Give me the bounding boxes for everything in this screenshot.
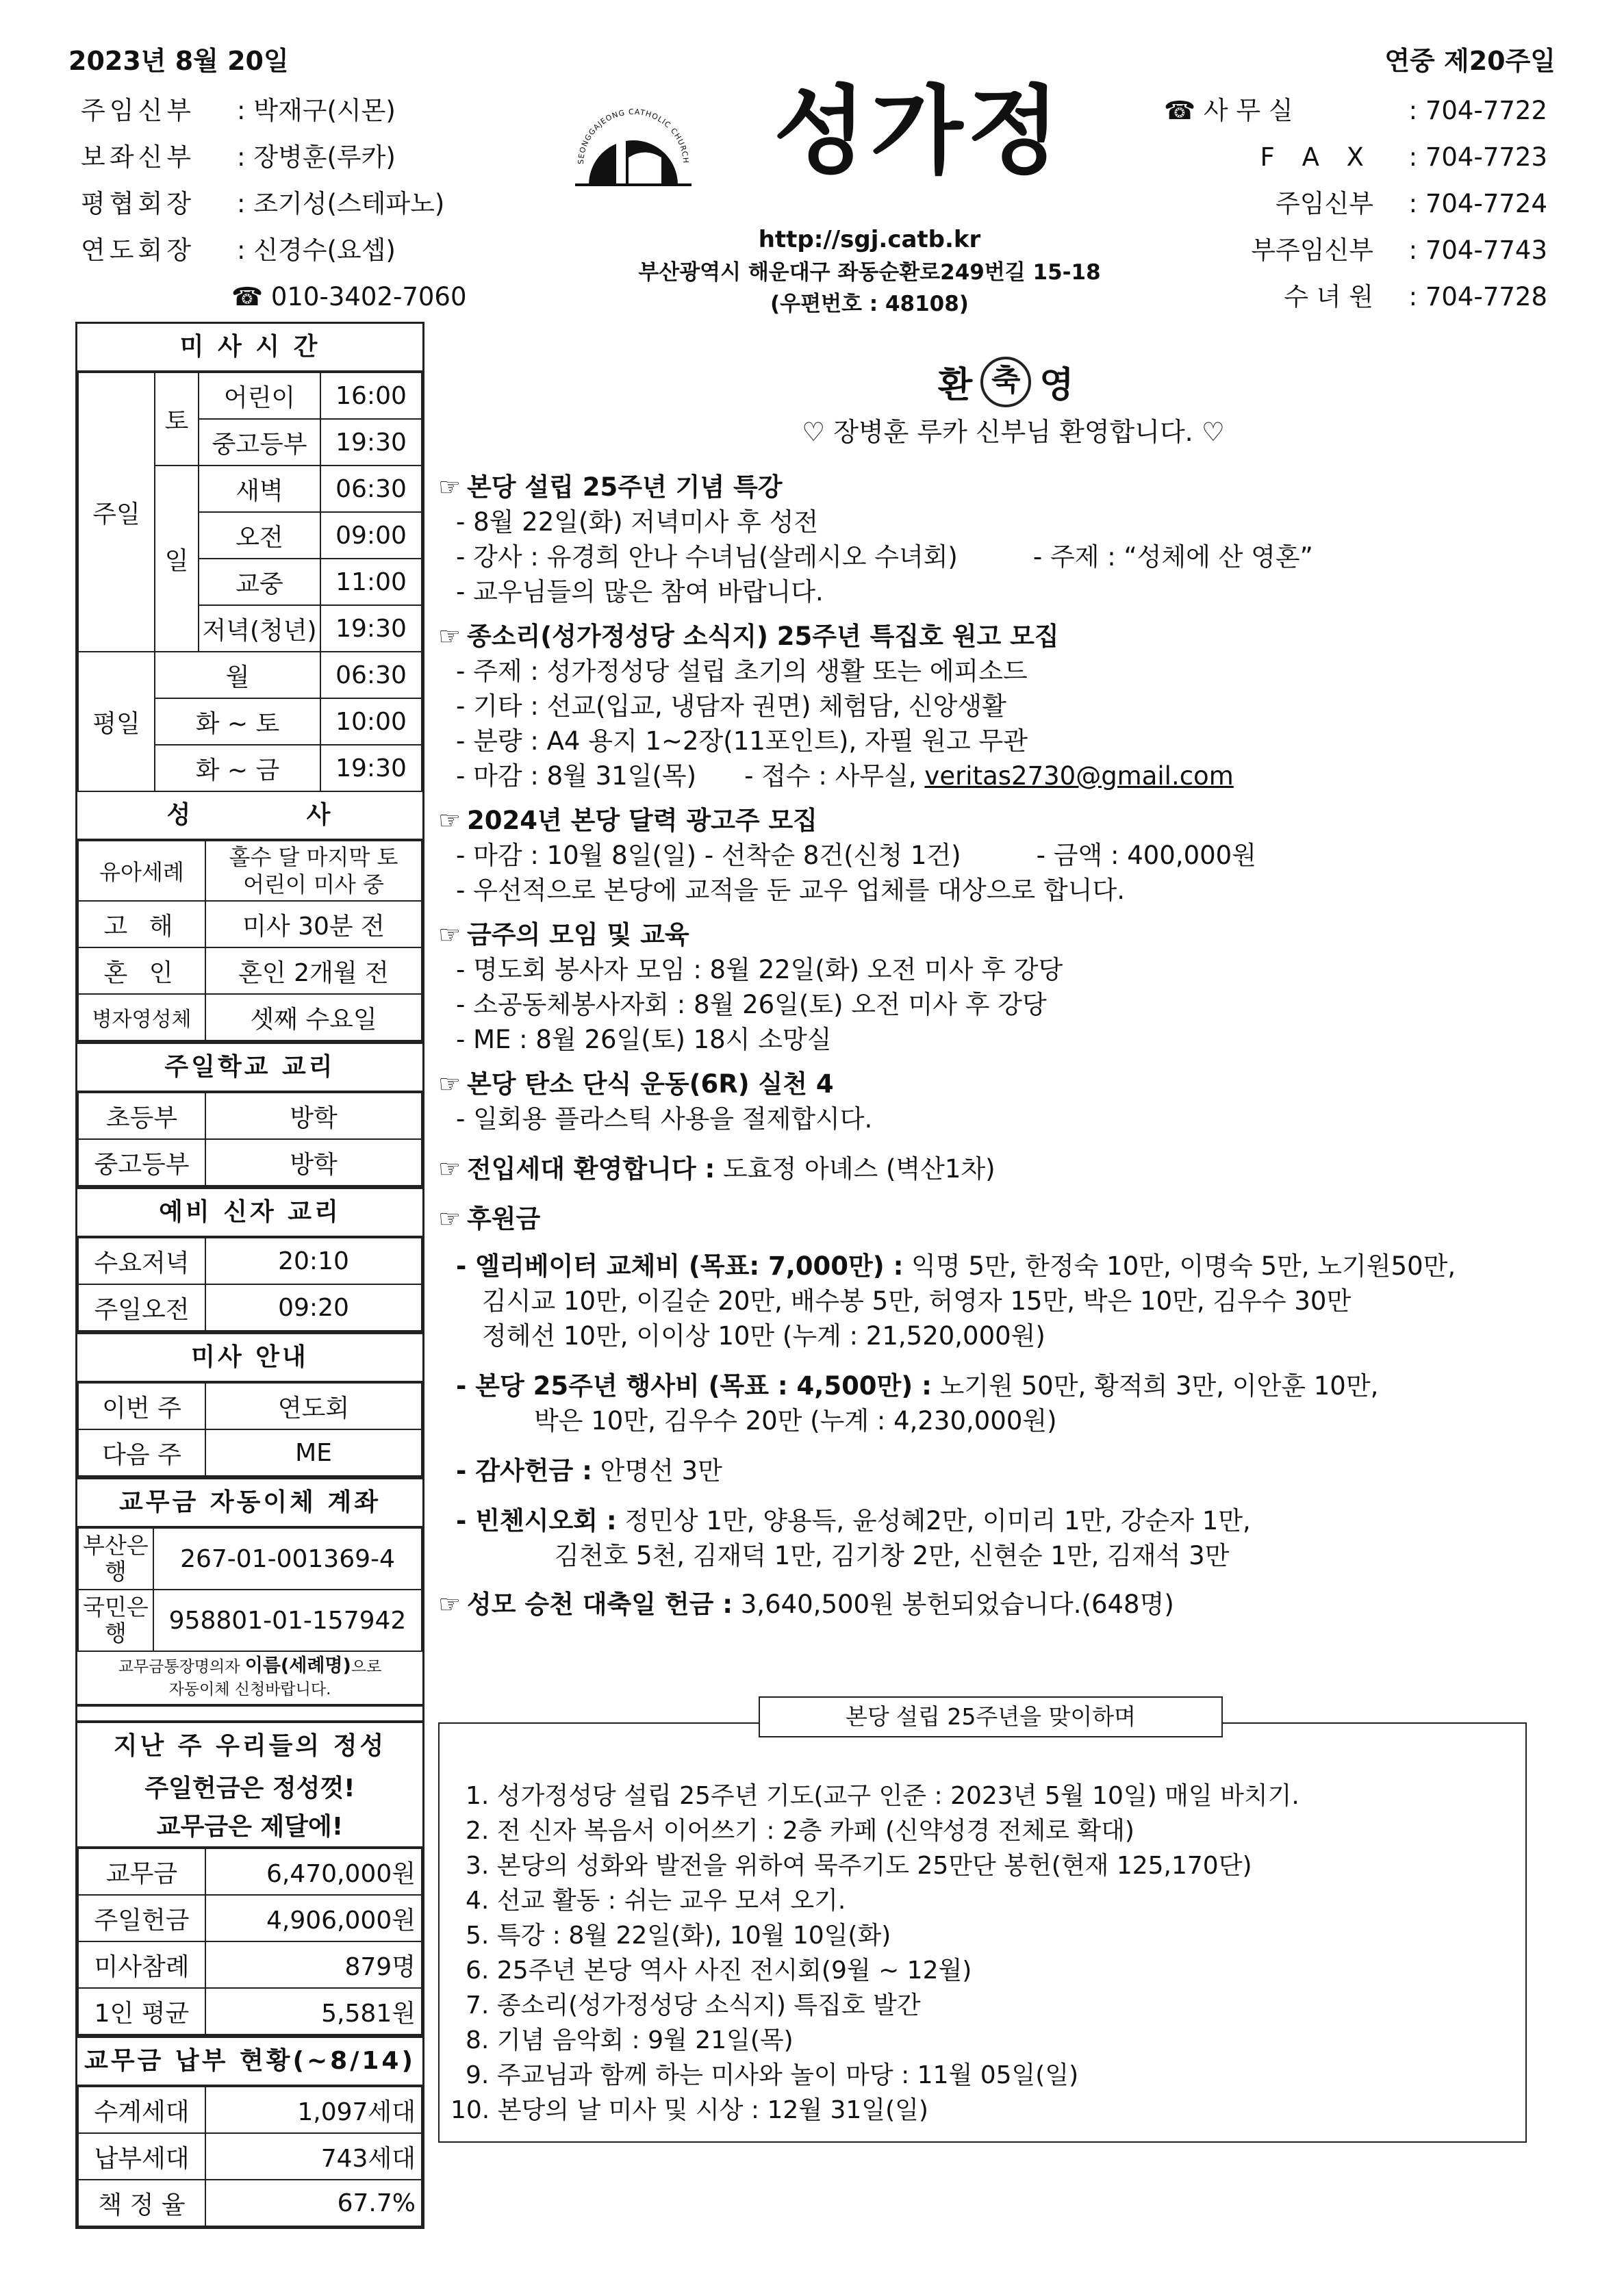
sunday-school-title: 주일학교 교리 — [77, 1041, 422, 1092]
table-row: 수요저녁 20:10 — [78, 1238, 422, 1284]
list-item: 4. 선교 활동 : 쉬는 교우 모셔 오기. — [466, 1887, 846, 1915]
table-row: 주일오전 09:20 — [78, 1284, 422, 1331]
notice-list: ☞ 본당 설립 25주년 기념 특강 - 8월 22일(화) 저녁미사 후 성전 - 강사 : 유경희 안나 수녀님(살레시오 수녀회) - 주제 : “성체에 산 영혼” - 교우님들의 많은 참여 바랍니다. ☞ 종소리(성가정성당 소식지) 25주년 특집호 원고 모집 - 주제 : 성가정성당 설립 초기의 생활 또는 에피소드 - 기타 : 선교(입교, 냉담자 권면) 체험담, 신앙생활 - 분량 : A4 용지 1~2장(11포인트), 자필 원고 무관 - 마감 : 8월 31일(목) - 접수 : 사무실, veritas2730@gmail.com ☞ 2024년 본당 달력 광고주 모집 - 마감 : 10월 8일(일) - 선착순 8건(신청 1건) - 금액 : 400,000원 - 우선적으로 본당에 교적을 둔 교우 업체를 대상으로 합니다. ☞ 금주의 모임 및 교육 - 명도회 봉사자 모임 : 8월 22일(화) 오전 미사 후 강당 - 소공동체봉사자회 : 8월 26일(토) 오전 미사 후 강당 - ME : 8월 26일(토) 18시 소망실 ☞ 본당 탄소 단식 운동(6R) 실천 4 - 일회용 플라스틱 사용을 절제합시다. ☞ 전입세대 환영합니다 : 도효정 아녜스 (벽산1차) ☞ 후원금 - 엘리베이터 교체비 (목표: 7,000만) : 익명 5만, 한정숙 10만, 이명숙 5만, 노기원50만, 김시교 10만, 이길순 20만, 배수봉 5만, 허영자 15만, 박은 10만, 김우수 30만 정헤선 10만, 이이상 10만 (누계 : 21,520,000원) - 본당 25주년 행사비 (목표 : 4,500만) : 노기원 50만, 황적희 3만, 이안훈 10만, 박은 10만, 김우수 20만 (누계 : 4,230,000원) - 감사헌금 : 안명선 3만 - 빈첸시오회 : 정민상 1만, 양용득, 윤성혜2만, 이미리 1만, 강순자 1만, 김천호 5천, 김재덕 1만, 김기창 2만, 신현순 1만, 김재석 3만 ☞ 성모 승천 대축일 헌금 : 3,640,500원 봉헌되었습니다.(648명) — [438, 460, 1547, 1622]
zipcode: (우편번호 : 48108) — [770, 292, 969, 316]
list-item: 7. 종소리(성가정성당 소식지) 특집호 발간 — [466, 1991, 921, 2019]
info-sidebar — [75, 322, 424, 2229]
website-link[interactable]: http://sgj.catb.kr — [758, 226, 981, 253]
table-row: 중고등부 19:30 — [78, 419, 422, 466]
table-row: 이번 주 연도회 — [78, 1383, 422, 1429]
offering-title: 지난 주 우리들의 정성 — [113, 1732, 387, 1760]
sunday-label: 주일 — [78, 372, 155, 652]
celebration-badge-icon: 축 — [980, 357, 1031, 407]
table-row: 화 ~ 토 10:00 — [78, 698, 422, 745]
table-row: 국민은행 958801-01-157942 — [78, 1590, 422, 1651]
office-row: ☎ 사 무 실 : 704-7722 — [1164, 96, 1547, 125]
address-line: 부산광역시 해운대구 좌동순환로249번길 15-18 — [638, 260, 1101, 285]
pointing-hand-icon: ☞ — [438, 1590, 461, 1619]
staff-row: 연도회장 : 신경수(요셉) — [81, 235, 396, 265]
pointing-hand-icon: ☞ — [438, 920, 461, 950]
office-row: 부주임신부 : 704-7743 — [1251, 235, 1547, 265]
table-row: 부산은행 267-01-001369-4 — [78, 1528, 422, 1590]
list-item: 6. 25주년 본당 역사 사진 전시회(9월 ~ 12월) — [466, 1957, 972, 1985]
dues-table — [77, 2086, 422, 2227]
anniversary-title: 본당 설립 25주년을 맞이하며 — [759, 1696, 1223, 1737]
table-row: 초등부 방학 — [78, 1093, 422, 1139]
table-row: 화 ~ 금 19:30 — [78, 745, 422, 791]
saturday-label: 토 — [155, 372, 199, 466]
table-row: 중고등부 방학 — [78, 1139, 422, 1186]
list-item: 1. 성가정성당 설립 25주년 기도(교구 인준 : 2023년 5월 10일) 매일 바치기. — [466, 1782, 1299, 1810]
table-row: 미사참례 879명 — [78, 1941, 422, 1988]
offering-slogan: 교무금은 제달에! — [77, 1808, 422, 1848]
table-row: 병자영성체 셋째 수요일 — [78, 994, 422, 1041]
staff-phone: ☎ 010-3402-7060 — [231, 282, 467, 311]
table-row: 납부세대 743세대 — [78, 2133, 422, 2180]
staff-row: 평협회장 : 조기성(스테파노) — [81, 189, 445, 218]
table-row: 유아세례 홀수 달 마지막 토 어린이 미사 중 — [78, 841, 422, 901]
table-row: 교무금 6,470,000원 — [78, 1848, 422, 1895]
mass-times-title: 미 사 시 간 — [77, 324, 422, 372]
table-row: 혼 인 혼인 2개월 전 — [78, 947, 422, 994]
notice-heading: ☞ 금주의 모임 및 교육 — [438, 917, 1547, 952]
table-row: 수계세대 1,097세대 — [78, 2087, 422, 2133]
offering-slogan: 주일헌금은 정성껏! — [144, 1774, 355, 1802]
table-row: 주일헌금 4,906,000원 — [78, 1895, 422, 1941]
pointing-hand-icon: ☞ — [438, 1154, 461, 1184]
email-link[interactable]: veritas2730@gmail.com — [924, 761, 1234, 791]
anniversary-list — [451, 1779, 1534, 2128]
notice-heading: ☞ 성모 승천 대축일 헌금 : 3,640,500원 봉헌되었습니다.(648명) — [438, 1587, 1547, 1622]
list-item: 9. 주교님과 함께 하는 미사와 놀이 마당 : 11월 05일(일) — [466, 2061, 1079, 2089]
weekday-label: 평일 — [78, 652, 155, 791]
liturgical-week: 연중 제20주일 — [1384, 46, 1556, 76]
notice-heading: ☞ 2024년 본당 달력 광고주 모집 — [438, 803, 1547, 838]
masthead-title: 성가정 — [774, 76, 1064, 188]
staff-list — [81, 88, 467, 320]
issue-date: 2023년 8월 20일 — [68, 46, 289, 76]
church-address — [527, 257, 1212, 320]
table-row: 오전 09:00 — [78, 512, 422, 559]
notice-heading: ☞ 후원금 — [438, 1201, 1547, 1236]
office-phones — [1164, 88, 1547, 320]
list-item: 8. 기념 음악회 : 9월 21일(목) — [466, 2026, 794, 2054]
table-row: 1인 평균 5,581원 — [78, 1988, 422, 2035]
office-row: 주임신부 : 704-7724 — [1276, 189, 1547, 218]
mass-guide-table — [77, 1382, 422, 1477]
pointing-hand-icon: ☞ — [438, 472, 461, 502]
table-row: 고 해 미사 30분 전 — [78, 901, 422, 947]
staff-row: 주임신부 : 박재구(시몬) — [81, 96, 396, 125]
staff-row: 보좌신부 : 장병훈(루카) — [81, 142, 396, 172]
mass-times-table — [77, 372, 422, 792]
welcome-title: 환 축 영 — [938, 356, 1074, 407]
top-bar — [68, 40, 1556, 75]
table-row: 주일 토 어린이 16:00 — [78, 372, 422, 419]
offering-table — [77, 1848, 422, 2035]
section-gap — [77, 1707, 422, 1723]
pointing-hand-icon: ☞ — [438, 1204, 461, 1234]
autopay-table — [77, 1527, 422, 1652]
sunday-day-label: 일 — [155, 466, 199, 652]
list-item: 2. 전 신자 복음서 이어쓰기 : 2층 카페 (신약성경 전체로 확대) — [466, 1817, 1134, 1845]
list-item: 10. 본당의 날 미사 및 시상 : 12월 31일(일) — [451, 2096, 928, 2124]
church-logo — [568, 82, 698, 212]
autopay-note: 교무금통장명의자 이름(세례명)으로 자동이체 신청바랍니다. — [77, 1652, 422, 1707]
list-item: 3. 본당의 성화와 발전을 위하여 묵주기도 25만단 봉헌(현재 125,170단) — [466, 1852, 1252, 1880]
table-row: 평일 월 06:30 — [78, 652, 422, 698]
notice-heading: ☞ 본당 설립 25주년 기념 특강 — [438, 470, 1547, 505]
sacraments-title: 성 사 — [77, 792, 422, 840]
pointing-hand-icon: ☞ — [438, 1069, 461, 1099]
list-item: 5. 특강 : 8월 22일(화), 10월 10일(화) — [466, 1922, 891, 1950]
church-logo-icon — [568, 82, 698, 212]
welcome-message: ♡ 장병훈 루카 신부님 환영합니다. ♡ — [802, 417, 1225, 447]
sunday-school-table — [77, 1092, 422, 1186]
pointing-hand-icon: ☞ — [438, 622, 461, 651]
table-row: 저녁(청년) 19:30 — [78, 605, 422, 652]
table-row: 교중 11:00 — [78, 559, 422, 605]
dues-title: 교무금 납부 현황(~8/14) — [77, 2035, 422, 2086]
logo-text: SEONGGAJEONG CATHOLIC CHURCH — [576, 107, 691, 165]
office-row: 수 녀 원 : 704-7728 — [1284, 282, 1547, 311]
notice-heading: ☞ 종소리(성가정성당 소식지) 25주년 특집호 원고 모집 — [438, 619, 1547, 654]
mass-guide-title: 미사 안내 — [77, 1331, 422, 1382]
sacraments-table — [77, 840, 422, 1041]
catechumen-title: 예비 신자 교리 — [77, 1186, 422, 1237]
pointing-hand-icon: ☞ — [438, 806, 461, 835]
autopay-title: 교무금 자동이체 계좌 — [77, 1477, 422, 1527]
notice-heading: ☞ 본당 탄소 단식 운동(6R) 실천 4 — [438, 1067, 1547, 1101]
table-row: 일 새벽 06:30 — [78, 466, 422, 512]
notice-heading: ☞ 전입세대 환영합니다 : 도효정 아녜스 (벽산1차) — [438, 1151, 1547, 1186]
catechumen-table — [77, 1237, 422, 1331]
table-row: 다음 주 ME — [78, 1429, 422, 1476]
office-row: F A X : 704-7723 — [1260, 142, 1547, 172]
table-row: 책 정 율 67.7% — [78, 2180, 422, 2226]
